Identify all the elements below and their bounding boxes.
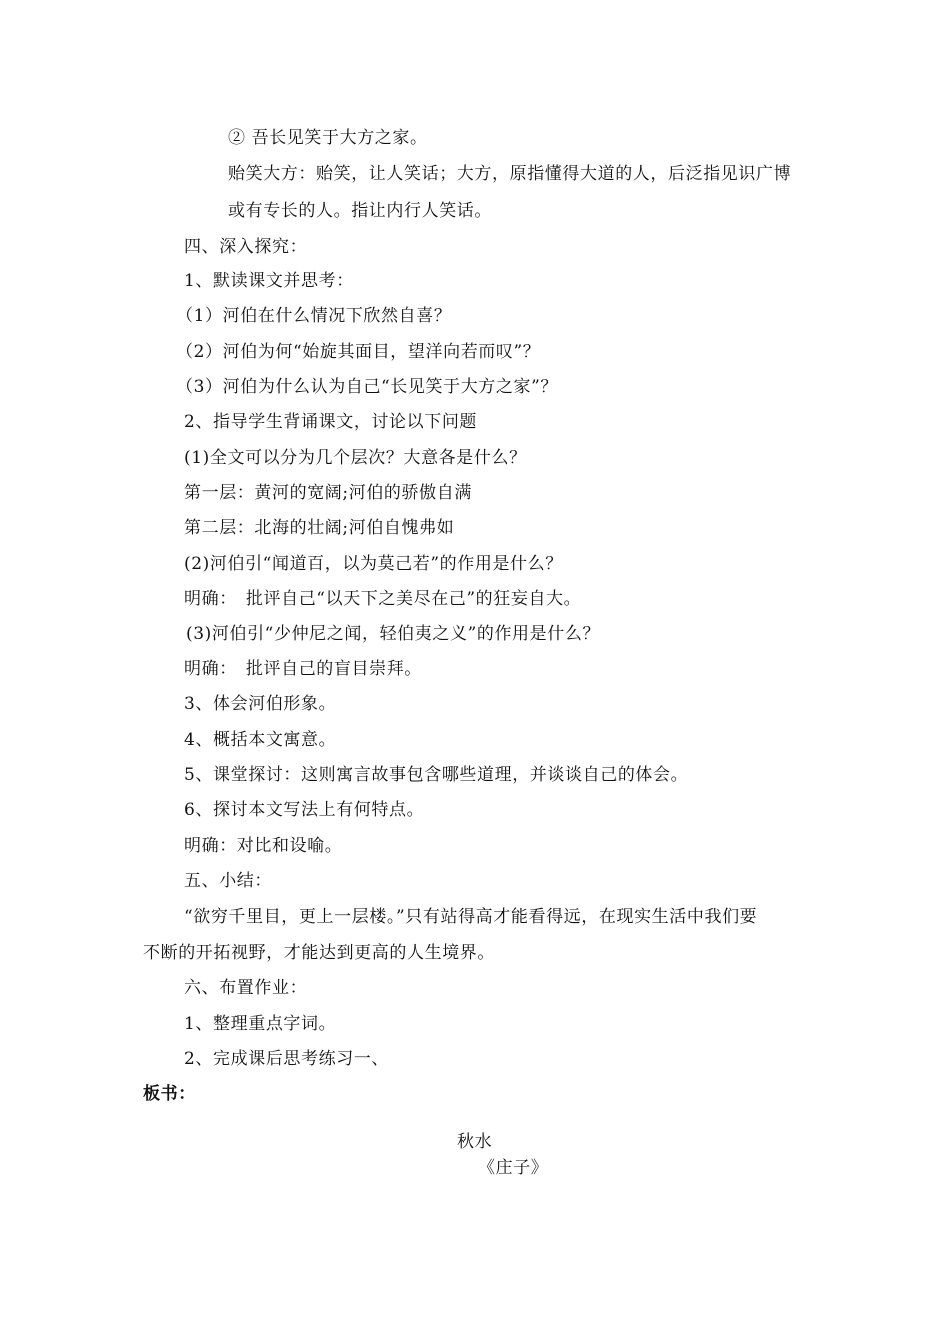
- text-line: 明确：对比和设喻。: [184, 836, 343, 856]
- text-line: 2、指导学生背诵课文，讨论以下问题: [184, 412, 478, 432]
- board-title: 秋水: [457, 1132, 493, 1152]
- text-line: 第一层：黄河的宽阔;河伯的骄傲自满: [184, 483, 472, 503]
- text-line: （3）河伯为什么认为自己“长见笑于大方之家”？: [176, 377, 558, 397]
- text-line: “欲穷千里目，更上一层楼。”只有站得高才能看得远，在现实生活中我们要: [184, 907, 758, 927]
- text-line: 6、探讨本文写法上有何特点。: [184, 800, 425, 820]
- section-heading: 六、布置作业：: [184, 978, 308, 998]
- text-line: 5、课堂探讨：这则寓言故事包含哪些道理，并谈谈自己的体会。: [184, 765, 689, 785]
- text-line: (3)河伯引“少仲尼之闻，轻伯夷之义”的作用是什么？: [186, 624, 601, 644]
- section-heading: 五、小结：: [184, 871, 272, 891]
- text-line: 2、完成课后思考练习一、: [184, 1049, 390, 1069]
- board-heading: 板书：: [143, 1084, 196, 1104]
- text-line: 3、体会河伯形象。: [184, 694, 337, 714]
- text-line: 明确： 批评自己“以天下之美尽在己”的狂妄自大。: [184, 589, 582, 609]
- section-heading: 四、深入探究：: [184, 237, 308, 257]
- text-line: 1、默读课文并思考：: [184, 271, 354, 291]
- board-author: 《庄子》: [478, 1158, 549, 1178]
- text-line: 贻笑大方：贻笑，让人笑话；大方，原指懂得大道的人，后泛指见识广博: [228, 164, 792, 184]
- text-line: 明确： 批评自己的盲目崇拜。: [184, 659, 422, 679]
- text-line: （1）河伯在什么情况下欣然自喜？: [176, 306, 452, 326]
- text-line: 第二层：北海的壮阔;河伯自愧弗如: [184, 518, 455, 538]
- text-line: （2）河伯为何“始旋其面目，望洋向若而叹”？: [176, 342, 541, 362]
- text-line: 或有专长的人。指让内行人笑话。: [228, 201, 492, 221]
- text-line: 1、整理重点字词。: [184, 1014, 337, 1034]
- text-line: 4、概括本文寓意。: [184, 730, 337, 750]
- text-line: 不断的开拓视野，才能达到更高的人生境界。: [143, 943, 495, 963]
- text-line: (1)全文可以分为几个层次？大意各是什么？: [184, 448, 527, 468]
- text-line: (2)河伯引“闻道百，以为莫己若”的作用是什么？: [184, 554, 563, 574]
- text-line: ② 吾长见笑于大方之家。: [228, 128, 428, 148]
